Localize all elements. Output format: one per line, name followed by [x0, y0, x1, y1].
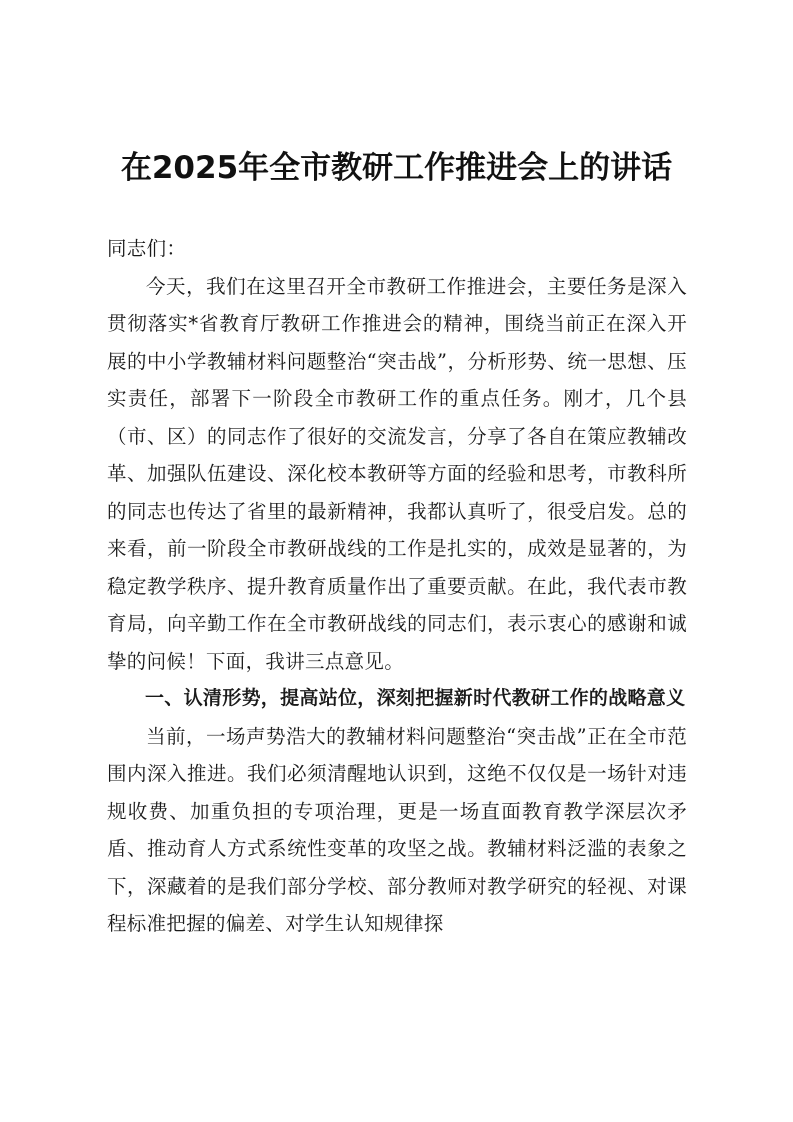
section-heading: 一、认清形势，提高站位，深刻把握新时代教研工作的战略意义 [145, 687, 686, 709]
opening-paragraph: 今天，我们在这里召开全市教研工作推进会，主要任务是深入贯彻落实*省教育厅教研工作推进会的精神，围绕当前正在深入开展的中小学教辅材料问题整治“突击战”，分析形势、统一思想、压实责任，部署下一阶段全市教研工作的重点任务。刚才，几个县（市、区）的同志作了很好的交流发言，分享了各自在策应教辅改革、加强队伍建设、深化校本教研等方面的经验和思考，市教科所的同志也传达了省里的最新精神，我都认真听了，很受启发。总的来看，前一阶段全市教研战线的工作是扎实的，成效是显著的，为稳定教学秩序、提升教育质量作出了重要贡献。在此，我代表市教育局，向辛勤工作在全市教研战线的同志们，表示衷心的感谢和诚挚的问候！下面，我讲三点意见。 [107, 274, 687, 673]
document-body [107, 230, 687, 943]
document-title: 在2025年全市教研工作推进会上的讲话 [120, 150, 673, 186]
salutation: 同志们： [107, 237, 187, 260]
section-paragraph: 当前，一场声势浩大的教辅材料问题整治“突击战”正在全市范围内深入推进。我们必须清醒地认识到，这绝不仅仅是一场针对违规收费、加重负担的专项治理，更是一场直面教育教学深层次矛盾、推动育人方式系统性变革的攻坚之战。教辅材料泛滥的表象之下，深藏着的是我们部分学校、部分教师对教学研究的轻视、对课程标准把握的偏差、对学生认知规律探 [107, 724, 687, 935]
